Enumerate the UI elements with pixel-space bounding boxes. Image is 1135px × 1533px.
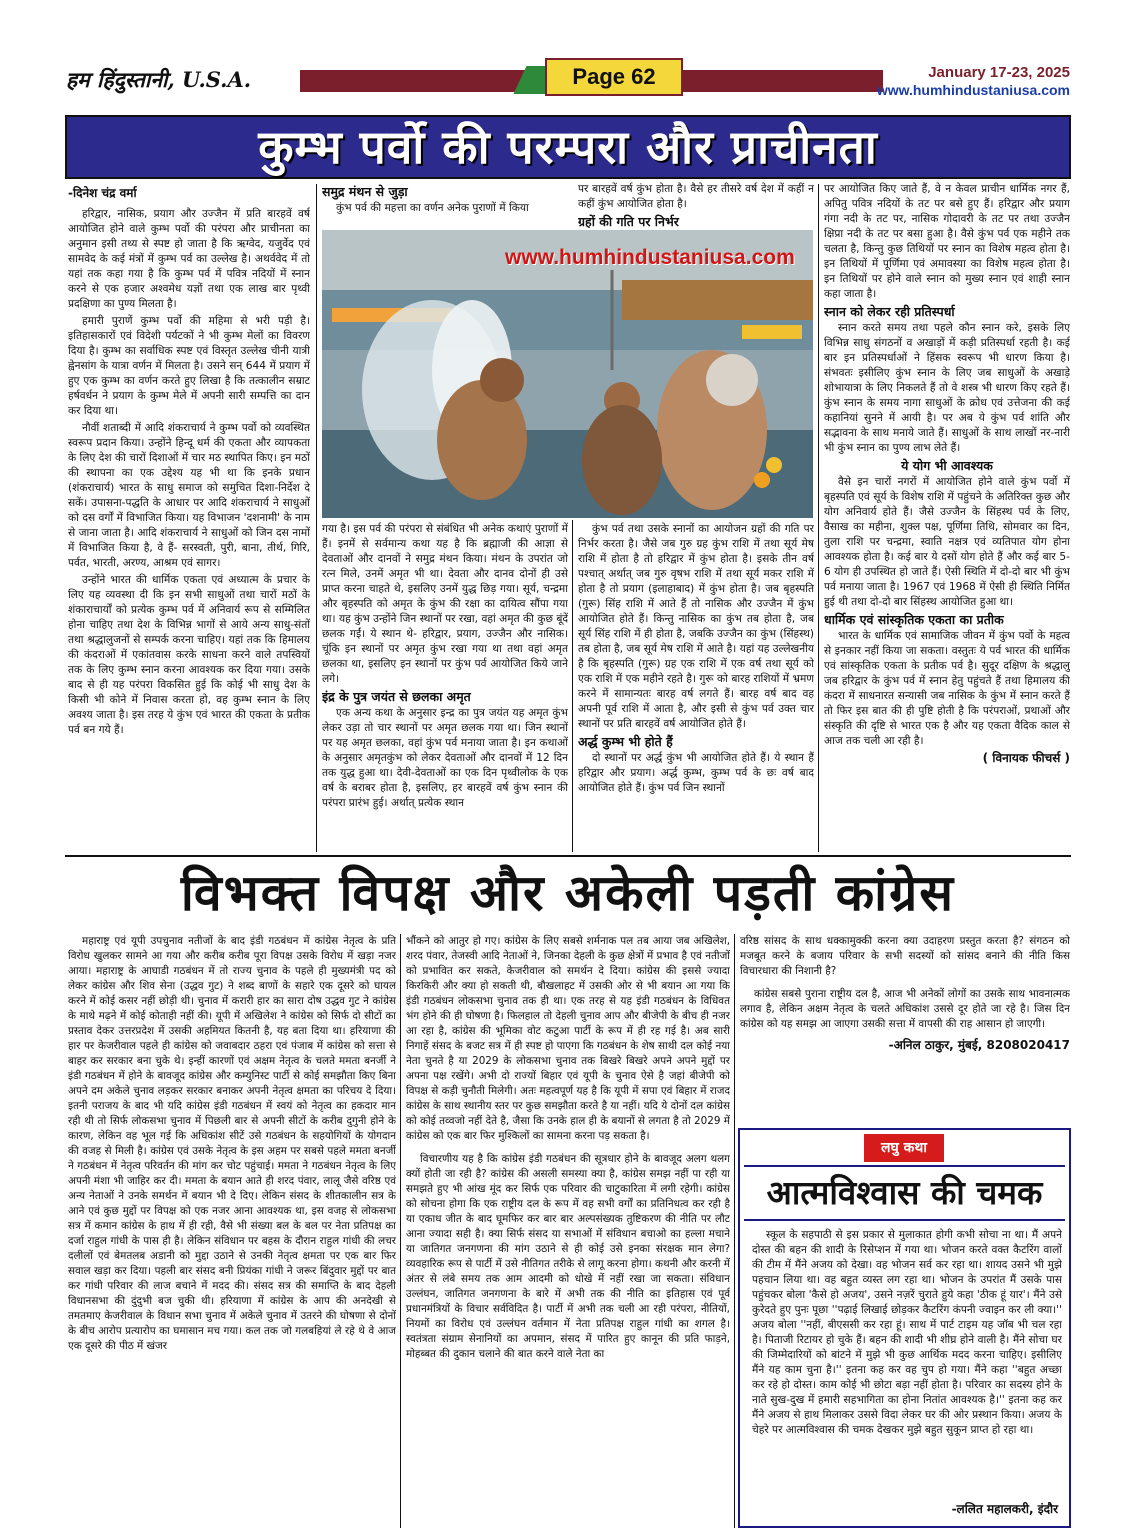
article1-para: कुंभ पर्व की महत्ता का वर्णन अनेक पुराणों में किया bbox=[336, 202, 529, 214]
article1-para: उन्होंने भारत की धार्मिक एकता एवं अध्यात्म के प्रचार के लिए यह व्यवस्था दी कि इन सभी साधुओं तथा चारों मठों के शंकाराचार्यों को प्रत्येक कुम्भ पर्व में अनिवार्य रूप से सम्मिलित होना चाहिए तथा देश के विभिन्न भागों से आये अन्य साधु-संतों तथा श्रद्धालुजनों से सम्पर्क करना चाहिए। यहां तक कि हिमालय की कंदराओं में एकांतवास करके साधना करने वाले तपस्वियों तक के लिए कुम्भ स्नान करना आवश्यक कर दिया गया। उसके बाद से ही यह परंपरा विकसित हुई कि कोई भी साधु देश के किसी भी कोने में निवास करता हो, वह कुम्भ स्नान के लिए अवश्य जाता है। इस तरह ये कुंभ एवं भारत की एकता के प्रतीक पर्व बन गये हैं। bbox=[68, 574, 310, 736]
article1-col1 bbox=[68, 186, 310, 848]
article1-para: पर बारहवें वर्ष कुंभ होता है। वैसे हर तीसरे वर्ष देश में कहीं न कहीं कुंभ आयोजित होता है। bbox=[578, 183, 814, 210]
subheading: धार्मिक एवं सांस्कृतिक एकता का प्रतीक bbox=[824, 612, 1004, 627]
article1-para: स्नान करते समय तथा पहले कौन स्नान करे, इसके लिए विभिन्न साधु संगठनों व अखाड़ों में कड़ी प्रतिस्पर्धा रहती है। कई बार इन प्रतिस्पर्धाओं ने हिंसक स्वरूप भी धारण किया है। संभवतः इसीलिए कुंभ स्नान के लिए जब साधुओं के अखाड़े शोभायात्रा के लिए निकलते हैं तो वे शस्त्र भी धारण किए रहते हैं। कुंभ स्नान के समय नागा साधुओं के क्रोध एवं उत्तेजना की कई कहानियां सुनने में आयी है। पर अब ये कुंभ पर्व शांति और सद्भावना के साथ मनाये जाते हैं। साधुओं के साथ लाखों नर-नारी भी कुंभ स्नान का पुण्य लाभ लेते हैं। bbox=[824, 322, 1070, 454]
article2-para: कांग्रेस सबसे पुराना राष्ट्रीय दल है, आज भी अनेकों लोगों का उसके साथ भावनात्मक लगाव है, लेकिन अक्षम नेतृत्व के चलते अधिकांश उससे दूर होते जा रहे है। जिस दिन कांग्रेस को यह समझ आ जाएगा उसकी सत्ता में वापसी की राह आसान हो जाएगी। bbox=[740, 988, 1070, 1030]
brand-logo: हम हिंदुस्तानी, U.S.A. bbox=[66, 67, 252, 92]
article1-para: हरिद्वार, नासिक, प्रयाग और उज्जैन में प्रति बारहवें वर्ष आयोजित होने वाले कुम्भ पर्वो की परंपरा और प्राचीनता का अनुमान इसी तथ्य से स्पष्ट हो जाता है कि ऋग्वेद, यजुर्वेद एवं सामवेद के कई मंत्रों में कुम्भ पर्व का उल्लेख है। अथर्ववेद में तो यहां तक कहा गया है कि कुम्भ पर्व में पवित्र नदियों में स्नान करने से एक हजार अश्वमेध यज्ञों तथा एक लाख बार पृथ्वी प्रदक्षिणा का पुण्य मिलता है। bbox=[68, 208, 310, 310]
article2-para: भौंकने को आतुर हो गए। कांग्रेस के लिए सबसे शर्मनाक पल तब आया जब अखिलेश, शरद पंवार, तेजस्वी आदि नेताओं ने, जिनका देहली के कुछ क्षेत्रों में प्रभाव है एवं नतीजों को प्रभावित कर सकते, केजरीवाल को समर्थन दे दिया। कांग्रेस की इससे ज्यादा किरकिरी और क्या हो सकती थी, बौखलाहट में उसकी ओर से भी बयान आ गया कि इंडी गठबंधन लोकसभा चुनाव तक ही था। एक तरह से यह इंडी गठबंधन के विधिवत भंग होने की ही घोषणा है। फिलहाल तो देहली चुनाव आप और बीजेपी के बीच ही नजर आ रहा है, कांग्रेस की भूमिका वोट कटुआ पार्टी के रूप में ही रह गई है। अब सारी निगाहें संसद के बजट सत्र में ही स्पष्ट हो पाएगा कि गठबंधन के शेष साथी दल कोई नया नेता चुनते है या 2029 के लोकसभा चुनाव तक बिखरे बिखरे अपने अपने मुद्दों पर अपना पक्ष रखेंगे। अभी दो राज्यों बिहार एवं यूपी के चुनाव ऐसे है जहां बीजेपी को विपक्ष से कड़ी चुनौती मिलेगी। अतः महत्वपूर्ण यह है कि यूपी में सपा एवं बिहार में राजद कांग्रेस के साथ स्थानीय स्तर पर कुछ समझौता करते है या नहीं। यदि ये दोनों दल कांग्रेस को कोई तव्वजो नहीं देते है, जैसा कि उनके हाल ही के बयानों से लगता है तो 2029 में कांग्रेस को एक बार फिर मुश्किलों का सामना करना पड़ सकता है। bbox=[406, 935, 730, 1142]
column-rule bbox=[316, 184, 317, 852]
article2-col2 bbox=[406, 934, 730, 1528]
page-number: Page 62 bbox=[545, 58, 683, 96]
short-story-signature: -ललित महालकरी, इंदौर bbox=[951, 1502, 1058, 1516]
article1-headline: कुम्भ पर्वो की परम्परा और प्राचीनता bbox=[258, 120, 878, 174]
section-divider bbox=[65, 855, 1071, 857]
subheading: ग्रहों की गति पर निर्भर bbox=[578, 214, 679, 229]
article1-col3-top bbox=[578, 182, 814, 230]
article1-headline-banner bbox=[65, 115, 1071, 179]
article1-para: एक अन्य कथा के अनुसार इन्द्र का पुत्र जयंत यह अमृत कुंभ लेकर उड़ा तो चार स्थानों पर अमृत छलक गया था। जिन स्थानों पर यह अमृत छलका, वहां कुंभ पर्व मनाया जाता है। इन कथाओं के अनुसार अमृतकुंभ को लेकर देवताओं और दानवों में 12 दिन तक युद्ध हुआ था। देवी-देवताओं का एक दिन पृथ्वीलोक के एक वर्ष के बराबर होता है, इसलिए, हर बारहवें वर्ष कुंभ स्नान की परंपरा प्रारंभ हुई। अर्थात् प्रत्येक स्थान bbox=[322, 707, 568, 809]
issue-date: January 17-23, 2025 bbox=[928, 64, 1070, 81]
column-rule bbox=[734, 934, 735, 1528]
article1-col4 bbox=[824, 182, 1070, 852]
article1-byline: -दिनेश चंद्र वर्मा bbox=[68, 186, 137, 200]
article2-para: वरिष्ठ सांसद के साथ धक्कामुक्की करना क्या उदाहरण प्रस्तुत करता है? संगठन को मजबूत करने के बजाय परिवार के सभी सदस्यों को सांसद बनाने की नीति किस विचारधारा की निशानी है? bbox=[740, 935, 1070, 977]
kumbh-photo-illustration bbox=[322, 230, 813, 518]
short-story-text-block bbox=[752, 1228, 1062, 1496]
article2-para: विचारणीय यह है कि कांग्रेस इंडी गठबंधन की सूत्रधार होने के बावजूद अलग थलग क्यों होती जा रही है? कांग्रेस की असली समस्या क्या है, कांग्रेस समझ नहीं पा रही या समझते हुए भी आंख मूंद कर सिर्फ एक परिवार की चाटुकारिता में लगी रहेगी। कांग्रेस को सोचना होगा कि एक राष्ट्रीय दल के रूप में वह सभी वर्गों का प्रतिनिधत्व कर रही है या एकाध जीत के बाद घूमफिर कर बार बार अल्पसंख्यक तुष्टिकरण की नीति पर लौट आना ज्यादा सही है। क्या सिर्फ संसद या सभाओं में संविधान बचाओ का हल्ला मचाने या जातिगत जनगणना की मांग उठाने से ही कोई उसे इनका संरक्षक मान लेगा? व्यवहारिक रूप से पार्टी में उसे नीतिगत तरीके से लागू करना होगा। कथनी और करनी में अंतर से लंबे समय तक आम आदमी को धोखे में नहीं रखा जा सकता। संविधान उल्लंघन, जातिगत जनगणना के बारे में अभी तक की नीति का इतिहास एवं पूर्व प्रधानमंत्रियों के विचार सर्वविदित है। पार्टी में अभी तक चली आ रही परंपरा, नीतियों, नियमों का विरोध एवं उल्लंघन वर्तमान में नेता प्रतिपक्ष राहुल गांधी का शगल है। स्वतंत्रता संग्राम सेनानियों का अपमान, संसद में पारित हुए कानून की प्रति फाड़ने, मोहब्बत की दुकान चलाने की बात करने वाले नेता का bbox=[406, 1153, 730, 1360]
short-story-text: स्कूल के सहपाठी से इस प्रकार से मुलाकात होगी कभी सोचा ना था। मैं अपने दोस्त की बहन की शादी के रिसेप्शन में गया था। भोजन करते वक्त कैटरिंग वालों की टीम में मैंने अजय को देखा। वह भोजन सर्व कर रहा था। शायद उसने भी मुझे पहचान लिया था। वह बहुत व्यस्त लग रहा था। भोजन के उपरांत मैं उसके पास पहुंचकर बोला 'कैसे हो अजय', उसने नज़रें चुराते हुये कहा 'ठीक हूं यार'। मैंने उसे कुरेदते हुए पुनः पूछा ''पढ़ाई लिखाई छोड़कर कैटरिंग कंपनी ज्वाइन कर ली क्या।'' अजय बोला ''नहीं, बीएससी कर रहा हूं। साथ में पार्ट टाइम यह जॉब भी चल रहा है। पिताजी रिटायर हो चुके हैं। बहन की शादी भी शीघ्र होने वाली है। मैंने सोचा घर की जिम्मेदारियों को बांटने में मुझे भी कुछ आर्थिक मदद करना चाहिए। इसीलिए मैंने यह काम चुना है।'' इतना कह कर वह चुप हो गया। मैंने कहा ''बहुत अच्छा कर रहे हो दोस्त। काम कोई भी छोटा बड़ा नहीं होता है। परिवार का सदस्य होने के नाते सुख-दुख में हमारी सहभागिता का होना नितांत आवश्यक है।'' इतना कह कर मैंने अजय से हाथ मिलाकर उससे विदा लेकर घर की ओर प्रस्थान किया। अजय के चेहरे पर आत्मविश्वास की चमक देखकर मुझे बहुत सुकून प्राप्त हो रहा था। bbox=[752, 1229, 1062, 1436]
article2-col1 bbox=[68, 934, 396, 1528]
article2-para: महाराष्ट्र एवं यूपी उपचुनाव नतीजों के बाद इंडी गठबंधन में कांग्रेस नेतृत्व के प्रति विरोध खुलकर सामने आ गया और करीब करीब पूरा विपक्ष उसके विरोध में खड़ा नजर आया। महाराष्ट्र के आघाडी गठबंधन में तो राज्य चुनाव के पहले ही मुख्यमंत्री पद को लेकर कांग्रेस और शिव सेना (उद्धव गुट) ने शब्द बाणों के सहारे एक दूसरे को घायल करने में कोई कसर नहीं छोड़ी थी। चुनाव में करारी हार का सारा दोष उद्धव गुट ने कांग्रेस के माथे मढ़ने में कोई कोताही नहीं की। यूपी में अखिलेश ने कांग्रेस को सिर्फ दो सीटों का प्रस्ताव देकर उत्तरप्रदेश में उसकी अहमियत कितनी है, यह बता दिया था। हरियाणा की हार पर केजरीवाल पहले ही कांग्रेस को जवाबदार ठहरा एवं पंजाब में कांग्रेस को सत्ता से बाहर कर सरकार बना चुके थे। इन्हीं कारणों एवं अक्षम नेतृत्व के चलते ममता बनर्जी ने इंडी गठबंधन में होने के बावजूद कांग्रेस और कम्युनिस्ट पार्टी से कोई समझौता किए बिना अपने दम अकेले चुनाव लड़कर सरकार बनाकर अपनी नेतृत्व क्षमता का परिचय दे दिया। इतनी पराजय के बाद भी यदि कांग्रेस इंडी गठबंधन में स्वयं को नेतृत्व का हकदार मान रही थी तो सिर्फ लोकसभा चुनाव में पिछली बार से अपनी सीटों के करीब दुगुनी होने के कारण, लेकिन वह भूल गई कि अधिकांश सीटें उसे गठबंधन के सहयोगियों के योगदान की वजह से मिली है। कांग्रेस एवं उसके नेतृत्व के इस अहम पर सबसे पहले ममता बनर्जी ने गठबंधन में नेतृत्व परिवर्तन की मांग कर चोट पहुंचाई। ममता ने गठबंधन नेतृत्व के लिए अपनी मंशा भी जाहिर कर दी। ममता के बयान आते ही शरद पंवार, लालू जैसे वरिष्ठ एवं अन्य नेताओं ने उनके समर्थन में बयान भी दे दिए। लेकिन संसद के शीतकालीन सत्र के आने एवं कुछ मुद्दों पर विपक्ष को एक नजर आना आवश्यक था, इस वजह से लोकसभा सत्र में कमान कांग्रेस के हाथ में ही रही, वैसे भी संख्या बल के बल पर नेता प्रतिपक्ष का दर्जा राहुल गांधी के पास ही है। लेकिन संविधान पर बहस के दौरान राहुल गांधी की लचर दलीलों एवं बेमतलब अडानी को मुद्दा उठाने से उनकी नेतृत्व क्षमता पर एक बार फिर सवाल खड़ा कर दिया। पहली बार संसद बनी प्रियंका गांधी ने जरूर बिंदुवार मुद्दों पर बात कर गांधी परिवार की लाज बचाने में मदद की। संसद सत्र की समाप्ति के बाद देहली विधानसभा की दुंदुभी बज चुकी थी। हरियाणा में कांग्रेस के आप की अनदेखी से तमतमाए केजरीवाल के विधान सभा चुनाव में अकेले चुनाव में उतरने की घोषणा से दोनों के बीच आरोप प्रत्यारोप का घमासान मच गया। कल तक जो गलबहियां ले रहे थे वे आज एक दूसरे की पीठ में खंजर bbox=[68, 935, 396, 1352]
article2-headline-block bbox=[65, 858, 1071, 930]
short-story-tag: लघु कथा bbox=[864, 1134, 944, 1162]
kumbh-photo bbox=[322, 230, 813, 518]
subheading: इंद्र के पुत्र जयंत से छलका अमृत bbox=[322, 689, 471, 704]
article1-para: भारत के धार्मिक एवं सामाजिक जीवन में कुंभ पर्वो के महत्व से इनकार नहीं किया जा सकता। वस्तुतः ये पर्व भारत की धार्मिक एवं सांस्कृतिक एकता के प्रतीक पर्व है। सुदूर दक्षिण के श्रद्धालु जब हरिद्वार के कुंभ पर्व में स्नान हेतु पहुंचते हैं तथा हिमालय की कंदरा में साधनारत सन्यासी जब नासिक के कुंभ में स्नान करते हैं तो फिर इस बात की ही पुष्टि होती है कि परंपराओं, प्रथाओं और संस्कृति की दृष्टि से भारत एक है और यह एकता वैदिक काल से आज तक चली आ रही है। bbox=[824, 630, 1070, 747]
subheading: ये योग भी आवश्यक bbox=[901, 458, 993, 473]
article2-signature: -अनिल ठाकुर, मुंबई, 8208020417 bbox=[888, 1038, 1070, 1052]
subheading: समुद्र मंथन से जुड़ा bbox=[322, 184, 408, 199]
article1-col2-bottom bbox=[322, 522, 568, 852]
article1-para: कुंभ पर्व तथा उसके स्नानों का आयोजन ग्रहों की गति पर निर्भर करता है। जैसे जब गुरु ग्रह कुंभ राशि में तथा सूर्य मेष राशि में होता है तो हरिद्वार में कुंभ होता है। इसके तीन वर्ष पश्चात् अर्थात् जब गुरु वृषभ राशि में तथा सूर्य मकर राशि में होता है तो प्रयाग (इलाहाबाद) में कुंभ होता है। जब बृहस्पति (गुरू) सिंह राशि में आते हैं तो नासिक और उज्जैन में कुंभ आयोजित होते हैं। किन्तु नासिक का कुंभ तब होता है, जब सूर्य सिंह राशि में ही होता है, जबकि उज्जैन का कुंभ (सिंहस्थ) तब होता है, जब सूर्य मेष राशि में आते है। यहां यह उल्लेखनीय है कि बृहस्पति (गुरू) ग्रह एक राशि में एक वर्ष तथा सूर्य को एक राशि में एक महीने रहते है। गुरू को बारह राशियों में भ्रमण करने में सामान्यतः बारह वर्ष लगते हैं। बारह वर्ष बाद वह अपनी पूर्व राशि में आता है, और इसी से कुंभ पर्व उक्त चार स्थानों पर प्रति बारहवें वर्ष आयोजित होते हैं। bbox=[578, 523, 814, 730]
article1-col3-bottom bbox=[578, 522, 814, 852]
article1-para: दो स्थानों पर अर्द्ध कुंभ भी आयोजित होते हैं। ये स्थान हैं हरिद्वार और प्रयाग। अर्द्ध कुम्भ, कुम्भ पर्व के छः वर्ष बाद आयोजित होते हैं। कुंभ पर्व जिन स्थानों bbox=[578, 752, 814, 794]
subheading: स्नान को लेकर रही प्रतिस्पर्धा bbox=[824, 304, 955, 319]
article1-para: गया है। इस पर्व की परंपरा से संबंधित भी अनेक कथाएं पुराणों में हैं। इनमें से सर्वमान्य कथा यह है कि ब्रह्माजी की आज्ञा से देवताओं और दानवों ने समुद्र मंथन किया। मंथन के उपरांत जो रत्न मिले, उनमें अमृत भी था। देवता और दानव दोनों ही उसे प्राप्त करना चाहते थे, इसलिए उनमें युद्ध छिड़ गया। सूर्य, चन्द्रमा और बृहस्पति को अमृत के कुंभ की रक्षा का दायित्व सौंपा गया था। यह कुंभ उन्होंने जिन स्थानों पर रखा, वहां अमृत की कुछ बूंदें छलक गईं। ये स्थान थे- हरिद्वार, प्रयाग, उज्जैन और नासिक। चूंकि इन स्थानों पर अमृत कुंभ रखा गया था तथा वहां अमृत छलका था, इसलिए इन स्थानों पर कुंभ पर्व आयोजित किये जाने लगे। bbox=[322, 523, 568, 685]
article2-col3 bbox=[740, 934, 1070, 1124]
article1-credit: ( विनायक फीचर्स ) bbox=[982, 751, 1070, 765]
article1-para: हमारी पुराणें कुम्भ पर्वो की महिमा से भरी पड़ी है। इतिहासकारों एवं विदेशी पर्यटकों ने भी कुम्भ मेलों का विवरण दिया है। कुम्भ का सर्वाधिक स्पष्ट एवं विस्तृत उल्लेख चीनी यात्री ह्वेनसांग के यात्रा वर्णन में मिलता है। उसने सन् 644 में प्रयाग में हुए एक कुम्भ का वर्णन करते हुए लिखा है कि तत्कालीन सम्राट हर्षवर्धन ने प्रयाग के कुम्भ मेले में अपनी सारी सम्पत्ति का दान कर दिया था। bbox=[68, 315, 310, 417]
column-rule bbox=[400, 934, 401, 1528]
column-rule bbox=[572, 520, 573, 852]
short-story-title: आत्मविश्वास की चमक bbox=[744, 1165, 1065, 1221]
photo-watermark: www.humhindustaniusa.com bbox=[505, 246, 795, 269]
article1-para: नौवीं शताब्दी में आदि शंकराचार्य ने कुम्भ पर्वो को व्यवस्थित स्वरूप प्रदान किया। उन्होंने हिन्दू धर्म की एकता और व्यापकता के लिए देश की चारों दिशाओं में चार मठ स्थापित किए। इन मठों की स्थापना का एक उद्देश्य यह भी था कि इनके प्रधान (शंकराचार्य) भारत के साधु समाज को समुचित दिशा-निर्देश दे सकें। उपासना-पद्धति के आधार पर आदि शंकराचार्य ने साधुओं को दस वर्गों में विभाजित किया। यह विभाजन 'दशनामी' के नाम से जाना जाता है। आदि शंकराचार्य ने साधुओं को जिन दस नामों में विभाजित किया है, वे हैं- सरस्वती, पुरी, बाना, तीर्थ, गिरि, पर्वत, भारती, अरण्य, आश्रम एवं सागर। bbox=[68, 422, 310, 569]
article1-col2-top bbox=[322, 182, 568, 230]
article1-para: वैसे इन चारों नगरों में आयोजित होने वाले कुंभ पर्वो में बृहस्पति एवं सूर्य के विशेष राशि में पहुंचने के अतिरिक्त कुछ और योग अनिवार्य होते हैं। जैसे उज्जैन के सिंहस्थ पर्व के लिए, वैसाख का महीना, शुक्ल पक्ष, पूर्णिमा तिथि, सोमवार का दिन, तुला राशि पर चन्द्रमा, स्वाति नक्षत्र एवं व्यतिपात योग होना आवश्यक होता है। कई बार ये दसों योग होते हैं और कई बार 5-6 योग ही उपस्थित हो जाते हैं। ऐसी स्थिति में दो-दो बार भी कुंभ पर्व मनाया जाता है। 1967 एवं 1968 में ऐसी ही स्थिति निर्मित हुई थी तथा दो-दो बार सिंहस्थ आयोजित हुआ था। bbox=[824, 476, 1070, 608]
column-rule bbox=[818, 184, 819, 852]
masthead bbox=[0, 0, 1135, 110]
article2-headline: विभक्त विपक्ष और अकेली पड़ती कांग्रेस bbox=[180, 864, 956, 922]
website-link[interactable]: www.humhindustaniusa.com bbox=[876, 82, 1070, 98]
subheading: अर्द्ध कुम्भ भी होते हैं bbox=[578, 734, 673, 749]
article1-para: पर आयोजित किए जाते हैं, वे न केवल प्राचीन धार्मिक नगर हैं, अपितु पवित्र नदियों के तट पर बसे हुए हैं। हरिद्वार और प्रयाग गंगा नदी के तट पर, नासिक गोदावरी के तट पर तथा उज्जैन क्षिप्रा नदी के तट पर बसा हुआ है। वैसे कुंभ पर्व एक महीने तक चलता है, किन्तु कुछ तिथियों पर स्नान का विशेष महत्व होता है। इन तिथियों में पूर्णिमा एवं अमावस्या का विशेष महत्व होता है। इन तिथियों पर होने वाले स्नान को मुख्य स्नान एवं शाही स्नान कहा जाता है। bbox=[824, 183, 1070, 300]
